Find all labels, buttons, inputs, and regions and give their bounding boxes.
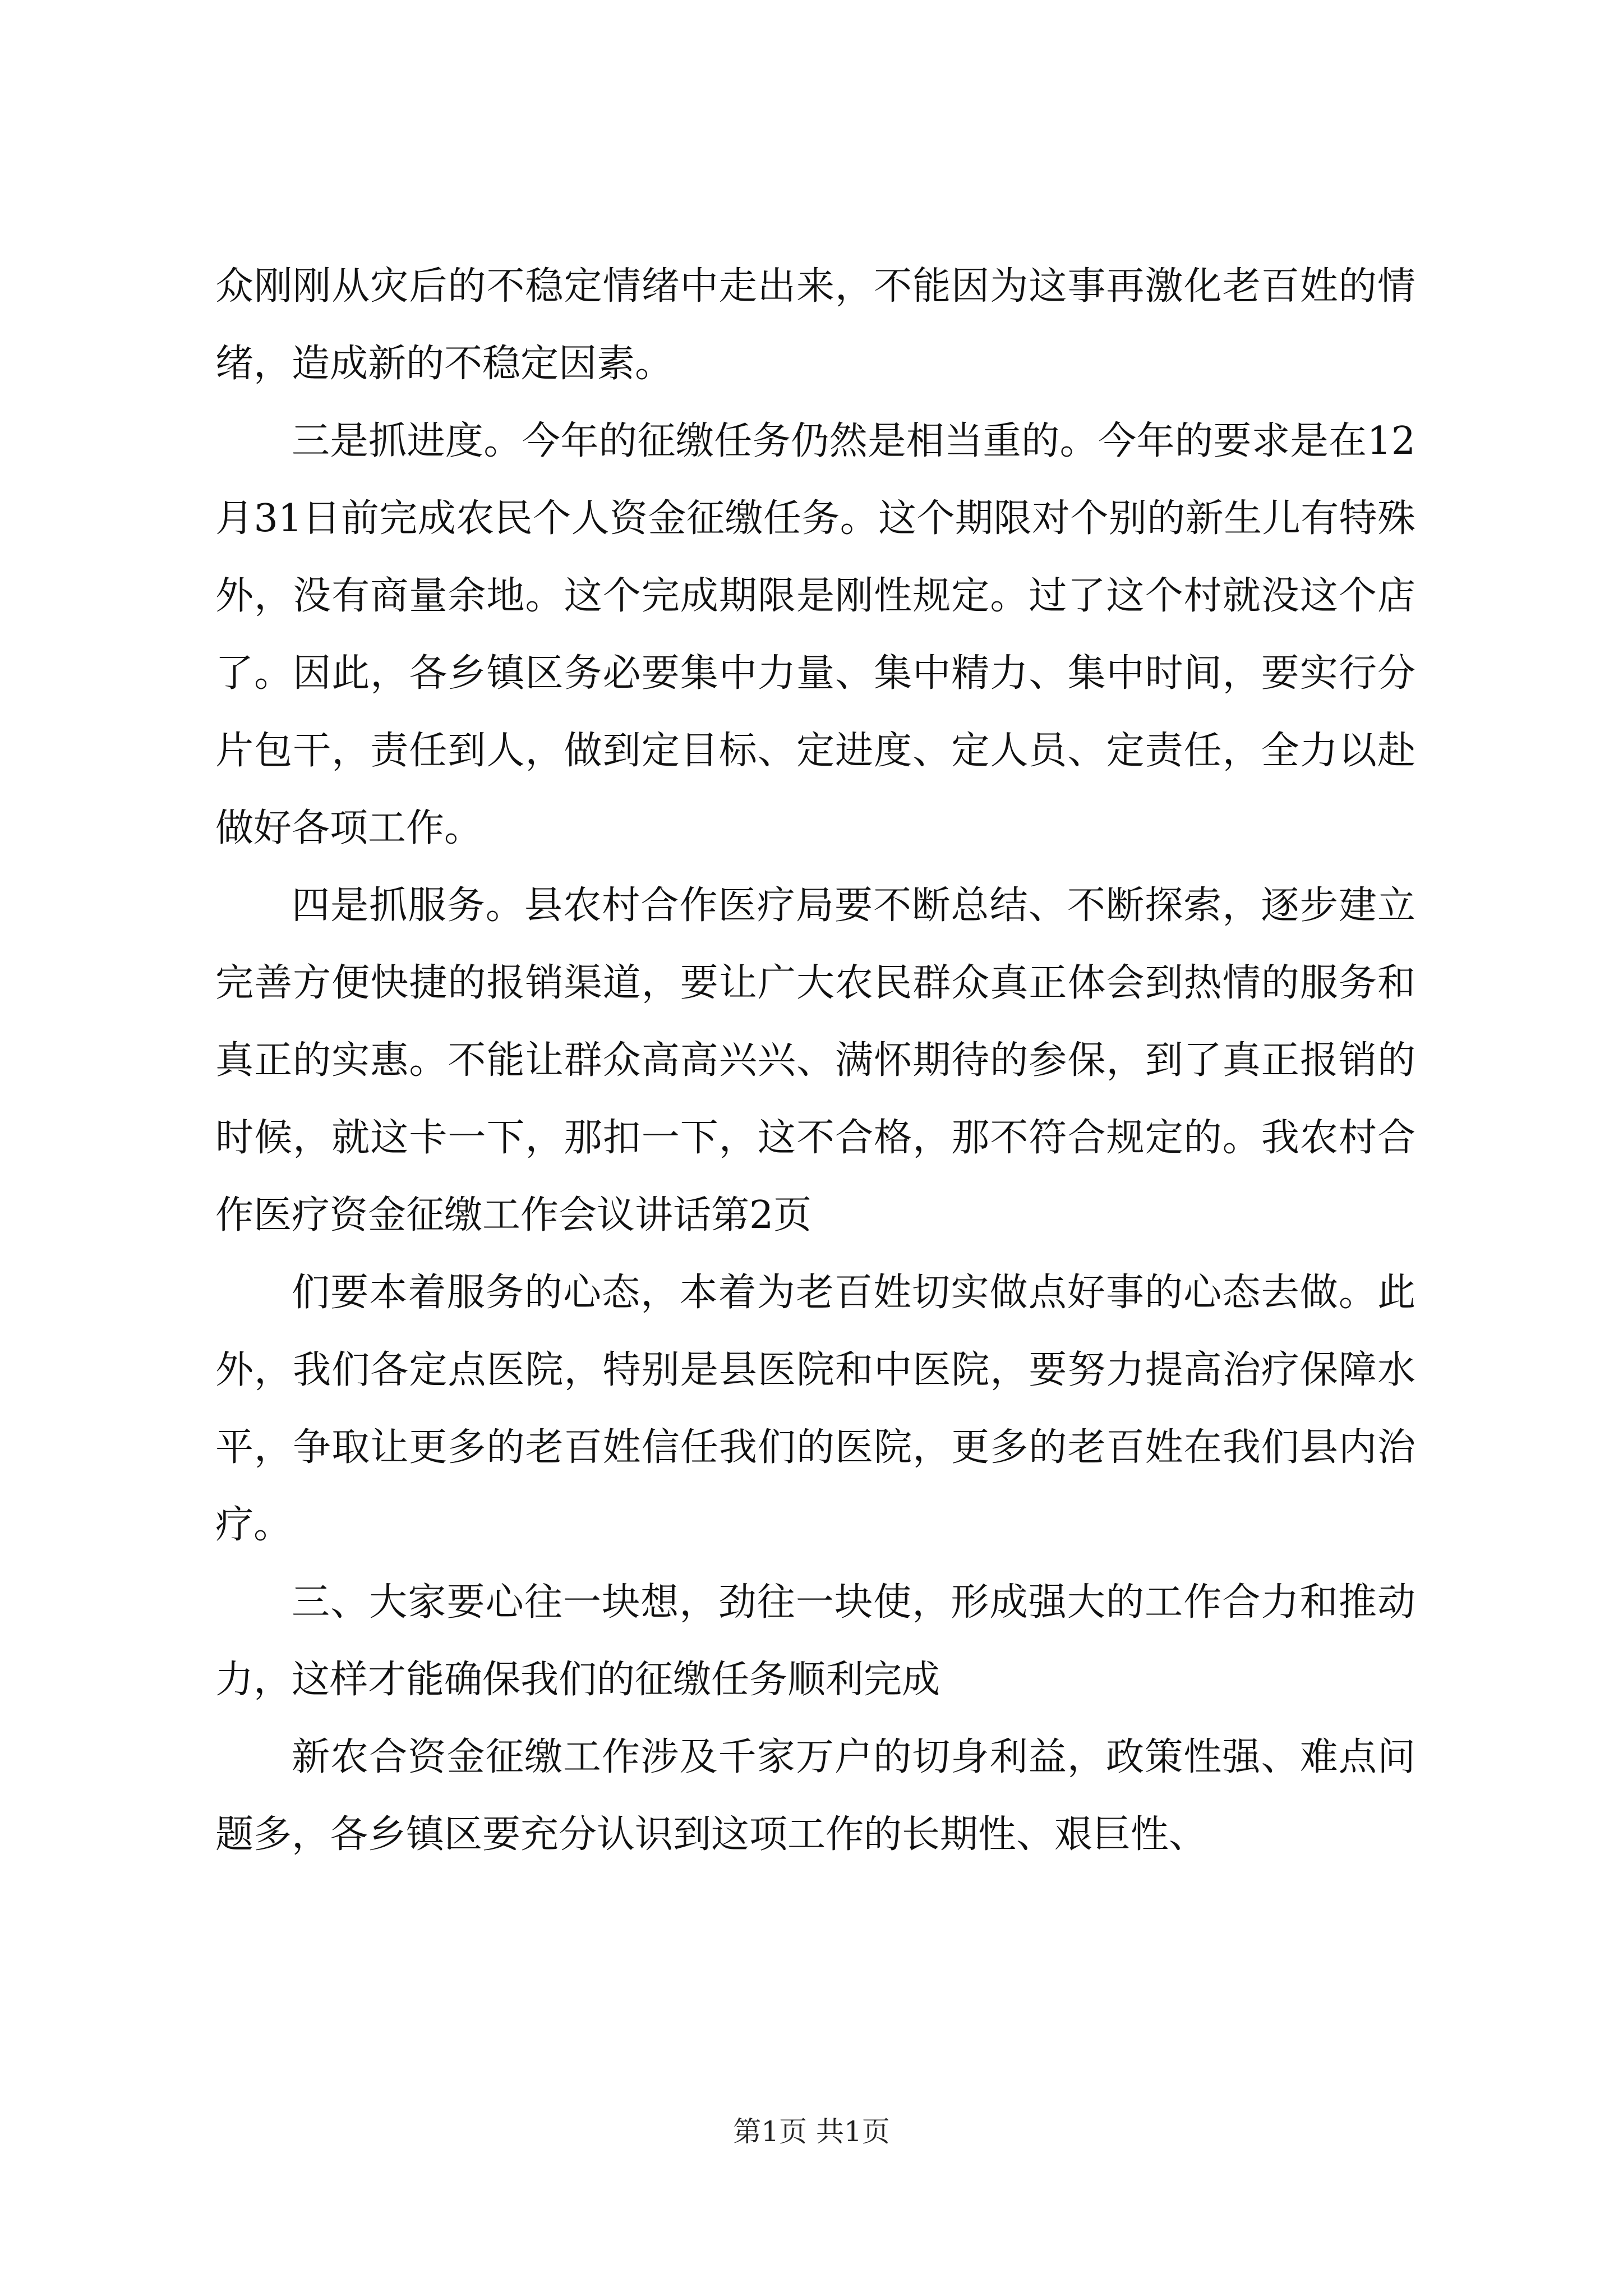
paragraph-progress: 三是抓进度。今年的征缴任务仍然是相当重的。今年的要求是在12月31日前完成农民个人资金征缴任务。这个期限对个别的新生儿有特殊外，没有商量余地。这个完成期限是刚性规定。过了这个村就没这个店了。因此，各乡镇区务必要集中力量、集中精力、集中时间，要实行分片包干，责任到人，做到定目标、定进度、定人员、定责任，全力以赴做好各项工作。 <box>215 419 1415 850</box>
paragraph-continuation: 众刚刚从灾后的不稳定情绪中走出来，不能因为这事再激化老百姓的情绪，造成新的不稳定因素。 <box>215 264 1415 386</box>
paragraph-collection-work: 新农合资金征缴工作涉及千家万户的切身利益，政策性强、难点问题多，各乡镇区要充分认识到这项工作的长期性、艰巨性、 <box>215 1735 1415 1857</box>
paragraph-service-continued: 们要本着服务的心态，本着为老百姓切实做点好事的心态去做。此外，我们各定点医院，特别是县医院和中医院，要努力提高治疗保障水平，争取让更多的老百姓信任我们的医院，更多的老百姓在我们县内治疗。 <box>215 1271 1415 1547</box>
paragraph-service: 四是抓服务。县农村合作医疗局要不断总结、不断探索，逐步建立完善方便快捷的报销渠道，要让广大农民群众真正体会到热情的服务和真正的实惠。不能让群众高高兴兴、满怀期待的参保，到了真正报销的时候，就这卡一下，那扣一下，这不合格，那不符合规定的。我农村合作医疗资金征缴工作会议讲话第2页 <box>215 884 1415 1237</box>
document-body <box>215 248 1415 1874</box>
page-footer: 第1页 共1页 <box>733 2115 890 2148</box>
section-heading-three: 三、大家要心往一块想，劲往一块使，形成强大的工作合力和推动力，这样才能确保我们的征缴任务顺利完成 <box>215 1580 1415 1702</box>
